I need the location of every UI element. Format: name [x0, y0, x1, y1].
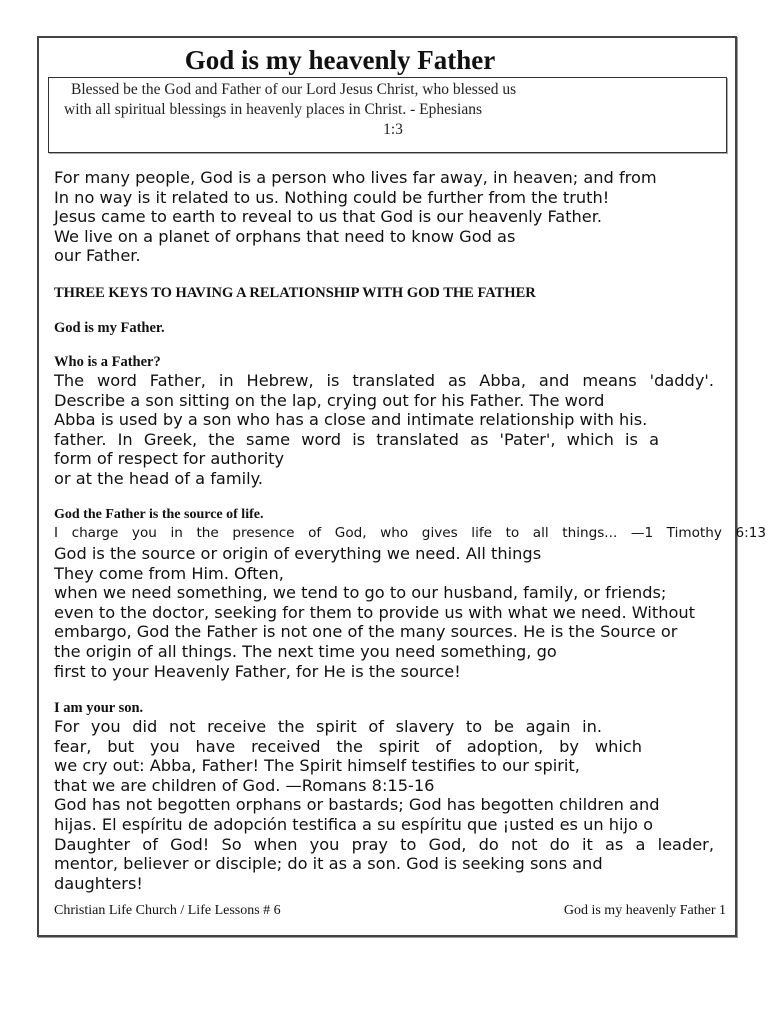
- text-line: father. In Greek, the same word is translated as 'Pater', which is a: [54, 429, 659, 449]
- text-line: We live on a planet of orphans that need to know God as: [54, 226, 516, 246]
- text-line: that we are children of God. —Romans 8:15-16: [54, 775, 435, 795]
- footer-right: God is my heavenly Father 1: [563, 903, 726, 918]
- text-line: Describe a son sitting on the lap, crying out for his Father. The word: [54, 390, 605, 410]
- text-line: first to your Heavenly Father, for He is the source!: [54, 661, 461, 681]
- page-title: God is my heavenly Father: [184, 45, 496, 75]
- verse-reference: 1:3: [383, 121, 403, 138]
- footer-left: Christian Life Church / Life Lessons # 6: [54, 903, 281, 918]
- text-line: Abba is used by a son who has a close and intimate relationship with his.: [54, 410, 648, 430]
- text-line: hijas. El espíritu de adopción testifica a su espíritu que ¡usted es un hijo o: [54, 814, 653, 834]
- text-line: The word Father, in Hebrew, is translated as Abba, and means 'daddy'.: [54, 371, 714, 390]
- keys-heading: THREE KEYS TO HAVING A RELATIONSHIP WITH GOD THE FATHER: [54, 285, 536, 301]
- scripture-quote: [54, 524, 766, 542]
- text-line: For many people, God is a person who lives far away, in heaven; and from: [54, 168, 657, 187]
- text-line: or at the head of a family.: [54, 468, 263, 488]
- source-paragraph: [54, 544, 744, 681]
- verse-line: with all spiritual blessings in heavenly places in Christ. - Ephesians: [64, 101, 483, 118]
- text-line: mentor, believer or disciple; do it as a son. God is seeking sons and: [54, 854, 603, 874]
- text-line: Jesus came to earth to reveal to us that God is our heavenly Father.: [54, 207, 603, 227]
- text-line: even to the doctor, seeking for them to provide us with what we need. Without: [54, 602, 695, 622]
- subsection-heading: God the Father is the source of life.: [54, 507, 264, 522]
- text-line: we cry out: Abba, Father! The Spirit himself testifies to our spirit,: [54, 756, 580, 776]
- subsection-heading: Who is a Father?: [54, 354, 161, 370]
- section-heading: God is my Father.: [54, 320, 165, 336]
- text-line: fear, but you have received the spirit of adoption, by which: [54, 736, 642, 756]
- text-line: In no way is it related to us. Nothing could be further from the truth!: [54, 187, 610, 207]
- text-line: embargo, God the Father is not one of the many sources. He is the Source or: [54, 622, 678, 642]
- text-line: form of respect for authority: [54, 449, 285, 469]
- text-line: our Father.: [54, 246, 141, 266]
- text-line: For you did not receive the spirit of slavery to be again in.: [54, 717, 602, 736]
- text-line: I charge you in the presence of God, who gives life to all things... —1 Timothy 6:13: [54, 525, 766, 541]
- verse-line: Blessed be the God and Father of our Lord Jesus Christ, who blessed us: [71, 81, 517, 98]
- text-line: daughters!: [54, 873, 143, 893]
- subsection-heading: I am your son.: [54, 700, 144, 716]
- text-line: when we need something, we tend to go to our husband, family, or friends;: [54, 583, 667, 603]
- text-line: God is the source or origin of everything we need. All things: [54, 544, 542, 563]
- text-line: They come from Him. Often,: [54, 563, 284, 583]
- son-paragraph: [54, 717, 714, 893]
- who-paragraph: [54, 371, 714, 489]
- verse-quote: [54, 80, 722, 140]
- text-line: the origin of all things. The next time you need something, go: [54, 641, 557, 661]
- text-line: Daughter of God! So when you pray to God, do not do it as a leader,: [54, 834, 714, 854]
- text-line: God has not begotten orphans or bastards; God has begotten children and: [54, 795, 660, 815]
- intro-paragraph: [54, 168, 754, 266]
